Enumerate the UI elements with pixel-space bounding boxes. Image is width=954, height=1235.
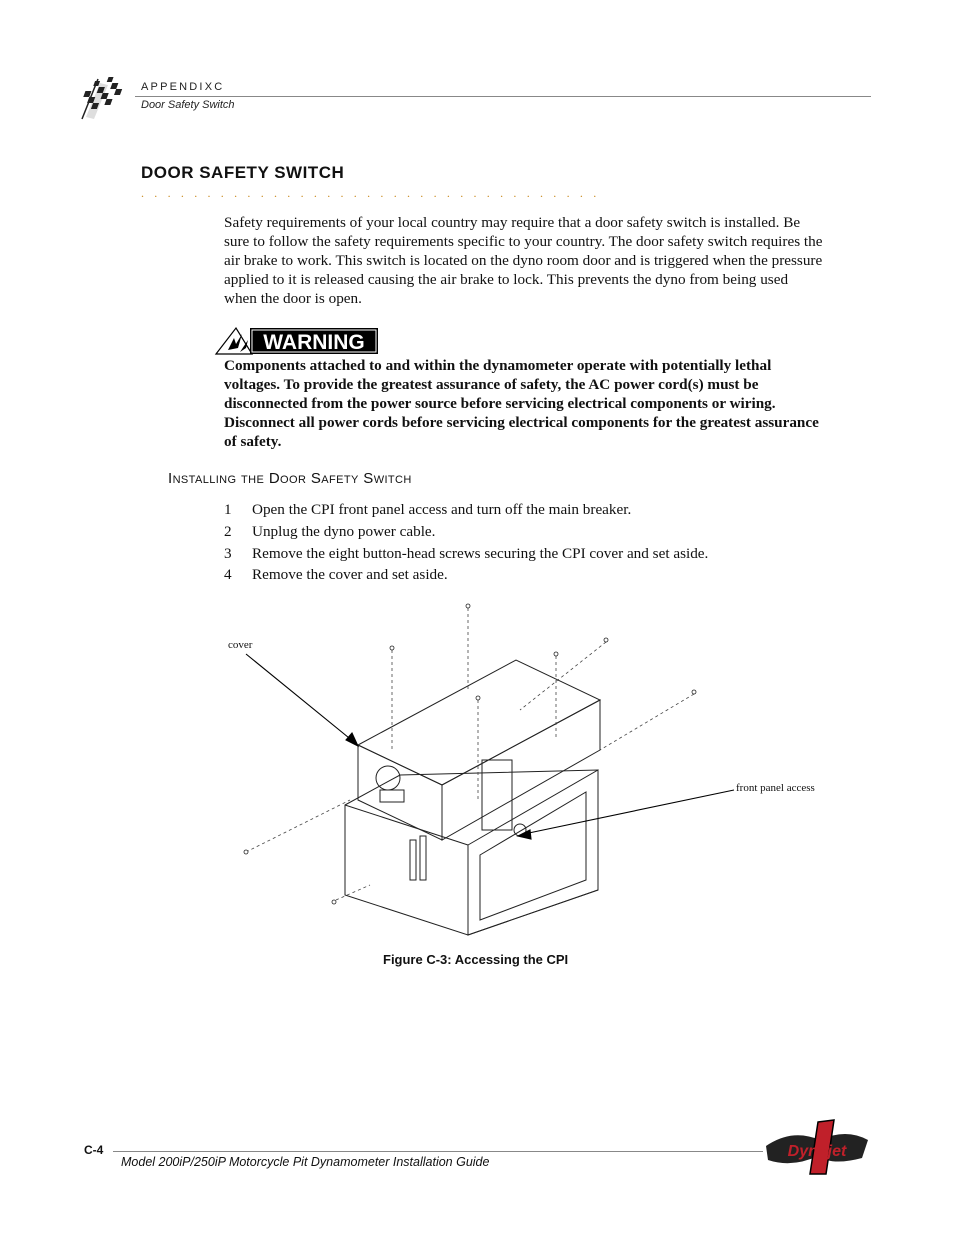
title-dotted-rule: ................................... bbox=[141, 186, 607, 200]
step-text: Open the CPI front panel access and turn off the main breaker. bbox=[252, 501, 632, 518]
intro-paragraph: Safety requirements of your local country may require that a door safety switch is installed. Be sure to follow the safety requirements specific to your country. The door safety switch requires the air brake to work. This switch is located on the dyno room door and is triggered when the pressure applied to it is released causing the air brake to lock. This prevents the dyno from being used when the door is open. bbox=[224, 214, 823, 307]
list-item bbox=[224, 501, 631, 519]
footer-rule bbox=[113, 1151, 763, 1152]
page-number: C-4 bbox=[84, 1143, 104, 1157]
step-text: Remove the cover and set aside. bbox=[252, 566, 448, 583]
list-item bbox=[224, 523, 435, 541]
section-subheading-text: Installing the Door Safety Switch bbox=[168, 470, 412, 487]
footer-doc-title: Model 200iP/250iP Motorcycle Pit Dynamometer Installation Guide bbox=[121, 1155, 490, 1169]
list-item bbox=[224, 545, 708, 563]
cpi-exploded-figure bbox=[220, 600, 840, 945]
step-number: 4 bbox=[224, 566, 232, 583]
header-subsection: Door Safety Switch bbox=[141, 99, 235, 111]
dynojet-logo bbox=[762, 1118, 872, 1180]
step-text: Unplug the dyno power cable. bbox=[252, 523, 436, 540]
list-item bbox=[224, 566, 448, 584]
warning-banner bbox=[214, 326, 380, 356]
figure-caption: Figure C-3: Accessing the CPI bbox=[383, 952, 569, 967]
checkered-flag-icon bbox=[78, 73, 138, 123]
step-number: 3 bbox=[224, 545, 232, 562]
header-rule bbox=[135, 96, 871, 97]
logo-text: Dynojet bbox=[787, 1143, 847, 1160]
page-title: DOOR SAFETY SWITCH bbox=[141, 163, 345, 182]
header-section: APPENDIXC bbox=[141, 81, 225, 93]
step-number: 2 bbox=[224, 523, 232, 540]
figure-label-cover: cover bbox=[228, 639, 253, 651]
figure-label-front-panel: front panel access bbox=[736, 782, 815, 794]
section-subheading bbox=[168, 470, 412, 487]
warning-label: WARNING bbox=[263, 331, 365, 354]
step-number: 1 bbox=[224, 501, 232, 518]
step-text: Remove the eight button-head screws securing the CPI cover and set aside. bbox=[252, 545, 709, 562]
warning-text: Components attached to and within the dynamometer operate with potentially lethal voltages. To provide the greatest assurance of safety, the AC power cord(s) must be disconnected from the power source before servicing electrical components or wiring. Disconnect all power cords before servicing electrical components for the greatest assurance of safety. bbox=[224, 357, 819, 450]
